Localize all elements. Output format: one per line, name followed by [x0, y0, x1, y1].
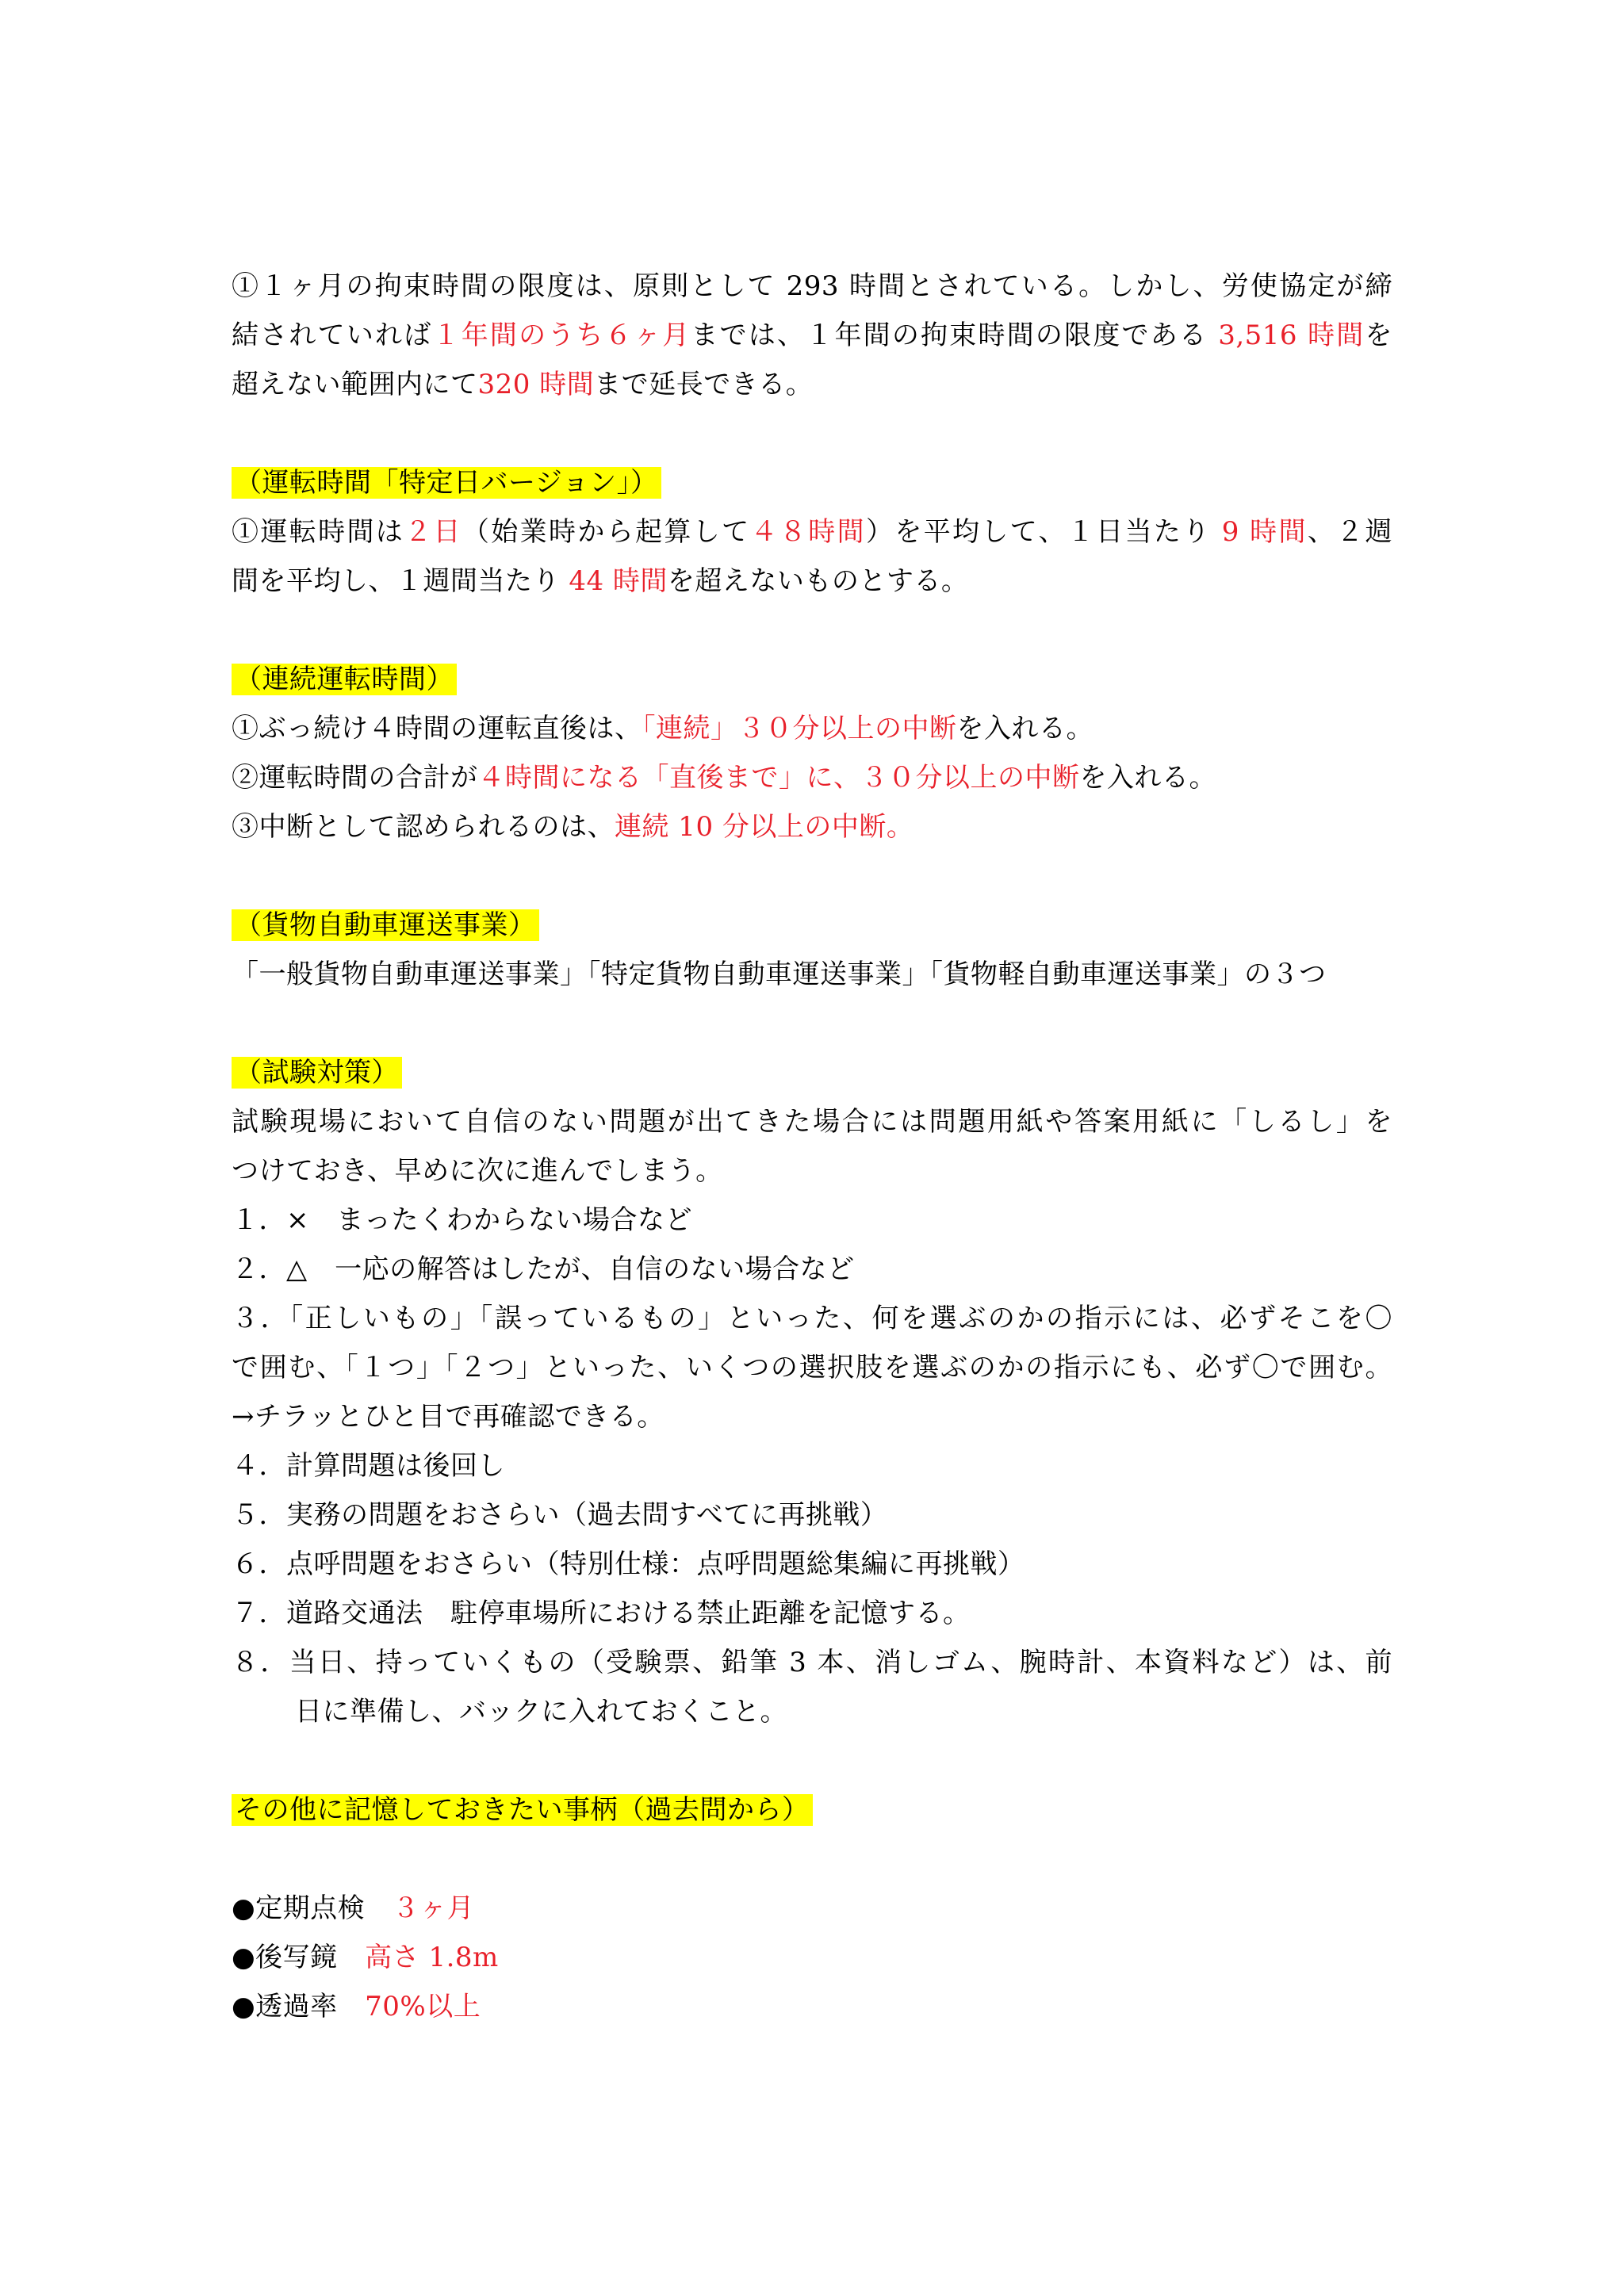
exam-item: →チラッとひと目で再確認できる。: [232, 1401, 665, 1433]
exam-item: ５．実務の問題をおさらい（過去問すべてに再挑戦）: [232, 1499, 888, 1531]
exam-item: ３．「正しいもの」「誤っているもの」といった、何を選ぶのかの指示には、必ずそこを〇: [232, 1303, 1392, 1334]
exam-item: 日に準備し、バックに入れておくこと。: [295, 1696, 787, 1728]
exam-intro-2: つけておき、早めに次に進んでしまう。: [232, 1155, 723, 1187]
continuous-heading: （連続運転時間）: [232, 655, 1392, 704]
bullet-item: ●定期点検 ３ヶ月: [232, 1892, 475, 1924]
restraint-line-3: 超えない範囲内にて320 時間まで延長できる。: [232, 369, 814, 400]
driving-line-2: 間を平均し、１週間当たり 44 時間を超えないものとする。: [232, 565, 969, 597]
freight-heading: （貨物自動車運送事業）: [232, 901, 1392, 950]
exam-item: で囲む、「１つ」「２つ」といった、いくつの選択肢を選ぶのかの指示にも、必ず〇で囲む。: [232, 1352, 1392, 1383]
bullet-item: ●後写鏡 高さ 1.8m: [232, 1942, 499, 1973]
exam-item: ６．点呼問題をおさらい（特別仕様：点呼問題総集編に再挑戦）: [232, 1548, 1025, 1580]
continuous-line-1: ①ぶっ続け４時間の運転直後は、「連続」３０分以上の中断を入れる。: [232, 713, 1094, 744]
restraint-line-1: ①１ヶ月の拘束時間の限度は、原則として 293 時間とされている。しかし、労使協定が締: [232, 270, 1392, 302]
exam-item: １．× まったくわからない場合など: [232, 1204, 692, 1236]
bullet-item: ●透過率 70%以上: [232, 1991, 481, 2022]
other-heading: その他に記憶しておきたい事柄（過去問から）: [232, 1785, 1392, 1835]
exam-item: ８．当日、持っていくもの（受験票、鉛筆 3 本、消しゴム、腕時計、本資料など）は、前: [232, 1647, 1392, 1678]
exam-item: ２．△ 一応の解答はしたが、自信のない場合など: [232, 1253, 855, 1285]
driving-heading: （運転時間「特定日バージョン」）: [232, 458, 1392, 507]
exam-heading: （試験対策）: [232, 1048, 1392, 1097]
exam-item: ４．計算問題は後回し: [232, 1450, 505, 1482]
continuous-line-2: ②運転時間の合計が４時間になる「直後まで」に、３０分以上の中断を入れる。: [232, 762, 1216, 794]
exam-intro-1: 試験現場において自信のない問題が出てきた場合には問題用紙や答案用紙に「しるし」を: [232, 1106, 1392, 1138]
freight-line-1: 「一般貨物自動車運送事業」「特定貨物自動車運送事業」「貨物軽自動車運送事業」の３つ: [232, 959, 1327, 990]
driving-line-1: ①運転時間は２日（始業時から起算して４８時間）を平均して、１日当たり 9 時間、２週: [232, 516, 1393, 548]
exam-item: ７．道路交通法 駐停車場所における禁止距離を記憶する。: [232, 1598, 971, 1629]
continuous-line-3: ③中断として認められるのは、連続 10 分以上の中断。: [232, 811, 914, 843]
restraint-line-2: 結されていれば１年間のうち６ヶ月までは、１年間の拘束時間の限度である 3,516 時間を: [232, 320, 1392, 351]
